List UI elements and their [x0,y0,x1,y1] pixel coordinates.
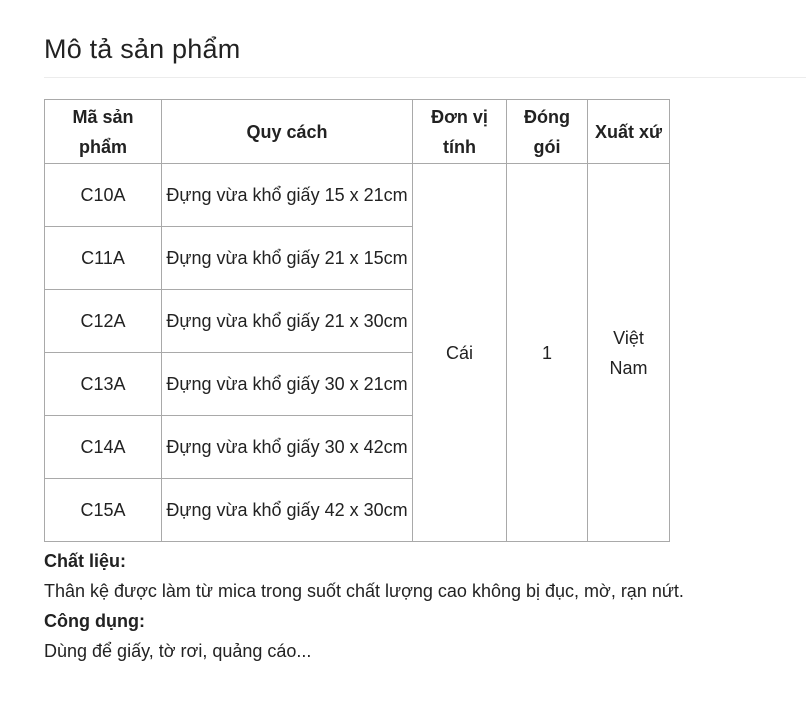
cell-code: C10A [45,164,162,227]
cell-unit: Cái [413,164,507,542]
cell-spec: Đựng vừa khổ giấy 30 x 21cm [162,353,413,416]
cell-pack: 1 [507,164,588,542]
cell-spec: Đựng vừa khổ giấy 21 x 15cm [162,227,413,290]
header-unit: Đơn vị tính [413,100,507,164]
cell-spec: Đựng vừa khổ giấy 30 x 42cm [162,416,413,479]
product-spec-table [44,99,670,542]
usage-section [44,606,311,666]
header-spec: Quy cách [162,100,413,164]
cell-origin: Việt Nam [588,164,670,542]
table-header [45,100,670,164]
table-row [45,164,670,227]
cell-spec: Đựng vừa khổ giấy 21 x 30cm [162,290,413,353]
material-text: Thân kệ được làm từ mica trong suốt chất lượng cao không bị đục, mờ, rạn nứt. [44,581,684,601]
cell-code: C13A [45,353,162,416]
material-section [44,546,684,606]
title-divider [44,77,806,78]
header-origin: Xuất xứ [588,100,670,164]
usage-heading: Công dụng: [44,611,145,631]
page-title: Mô tả sản phẩm [44,34,241,64]
table-body [45,164,670,542]
header-pack: Đóng gói [507,100,588,164]
table-header-row [45,100,670,164]
header-code: Mã sản phẩm [45,100,162,164]
cell-code: C14A [45,416,162,479]
cell-code: C12A [45,290,162,353]
cell-code: C15A [45,479,162,542]
material-heading: Chất liệu: [44,551,127,571]
usage-text: Dùng để giấy, tờ rơi, quảng cáo... [44,641,312,661]
cell-spec: Đựng vừa khổ giấy 15 x 21cm [162,164,413,227]
cell-spec: Đựng vừa khổ giấy 42 x 30cm [162,479,413,542]
cell-code: C11A [45,227,162,290]
